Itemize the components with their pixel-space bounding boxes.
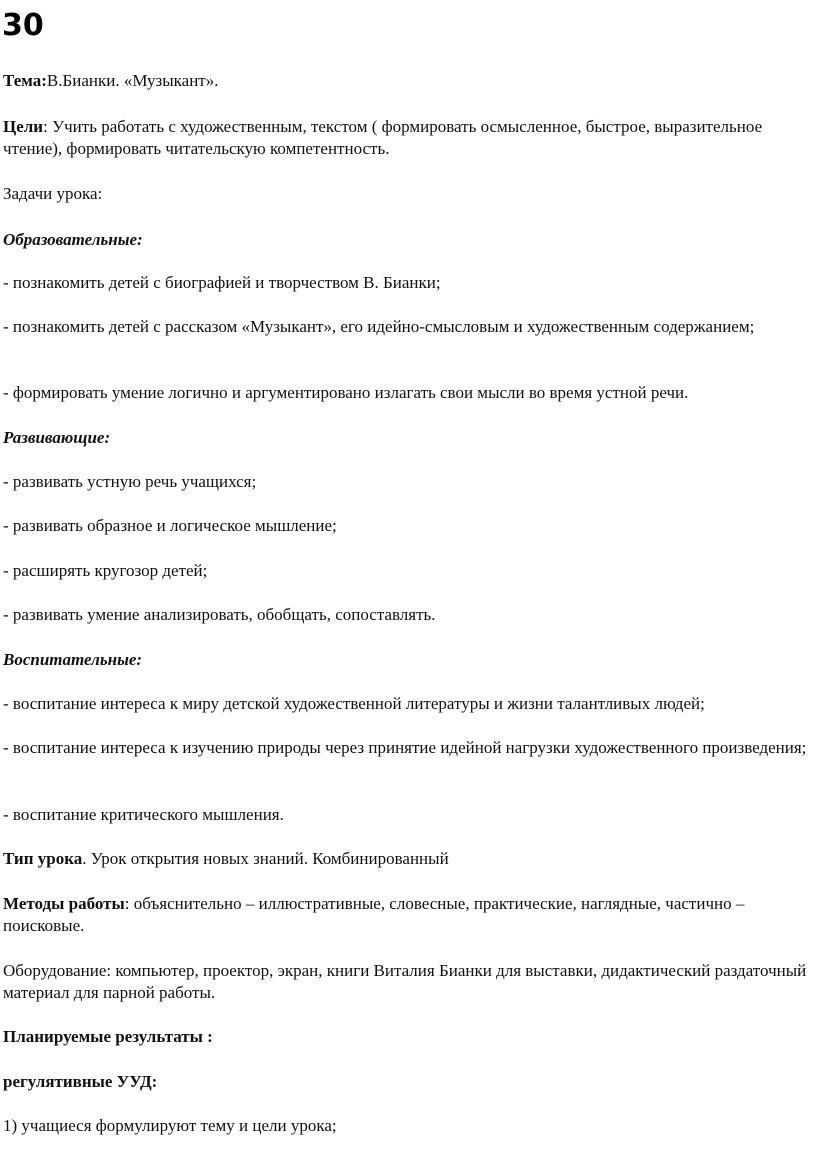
- page-number: 30: [2, 8, 44, 43]
- developing-item: - развивать устную речь учащихся;: [3, 472, 257, 491]
- goals-paragraph: [3, 116, 808, 160]
- methods-label: Методы работы: [3, 894, 125, 913]
- topic-value: В.Бианки. «Музыкант».: [46, 71, 219, 90]
- lesson-type-line: [3, 848, 808, 870]
- lesson-type-text: . Урок открытия новых знаний. Комбинированный: [82, 849, 449, 868]
- educational-item: - формировать умение логично и аргументировано излагать свои мысли во время устной речи.: [3, 383, 689, 402]
- topic-line: [3, 70, 808, 92]
- educational-item: - познакомить детей с рассказом «Музыкант», его идейно-смысловым и художественным содержанием;: [3, 317, 755, 336]
- tasks-heading: Задачи урока:: [3, 184, 103, 203]
- developing-item: - развивать образное и логическое мышление;: [3, 516, 337, 535]
- equipment-paragraph: Оборудование: компьютер, проектор, экран, книги Виталия Бианки для выставки, дидактический раздаточный материал для парной работы.: [3, 961, 807, 1002]
- regulative-item: 1) учащиеся формулируют тему и цели урока;: [3, 1116, 337, 1135]
- upbringing-item: - воспитание критического мышления.: [3, 805, 284, 824]
- lesson-type-label: Тип урока: [3, 849, 83, 868]
- methods-paragraph: [3, 893, 808, 937]
- methods-text: : объяснительно – иллюстративные, словесные, практические, наглядные, частично – поисковые.: [3, 894, 745, 935]
- upbringing-item: - воспитание интереса к миру детской художественной литературы и жизни талантливых людей;: [3, 694, 705, 713]
- regulative-heading: регулятивные УУД:: [3, 1072, 158, 1091]
- upbringing-item: - воспитание интереса к изучению природы через принятие идейной нагрузки художественного произведения;: [3, 738, 807, 757]
- goals-text: : Учить работать с художественным, текстом ( формировать осмысленное, быстрое, выразительное чтение), формировать читательскую компетентность.: [3, 117, 763, 158]
- goals-label: Цели: [3, 117, 44, 136]
- developing-heading: Развивающие:: [3, 428, 111, 447]
- planned-results-heading: Планируемые результаты :: [3, 1027, 213, 1046]
- developing-item: - расширять кругозор детей;: [3, 561, 208, 580]
- developing-item: - развивать умение анализировать, обобщать, сопоставлять.: [3, 605, 436, 624]
- upbringing-heading: Воспитательные:: [3, 650, 143, 669]
- educational-heading: Образовательные:: [3, 230, 143, 249]
- topic-label: Тема:: [3, 71, 47, 90]
- educational-item: - познакомить детей с биографией и творчеством В. Бианки;: [3, 273, 441, 292]
